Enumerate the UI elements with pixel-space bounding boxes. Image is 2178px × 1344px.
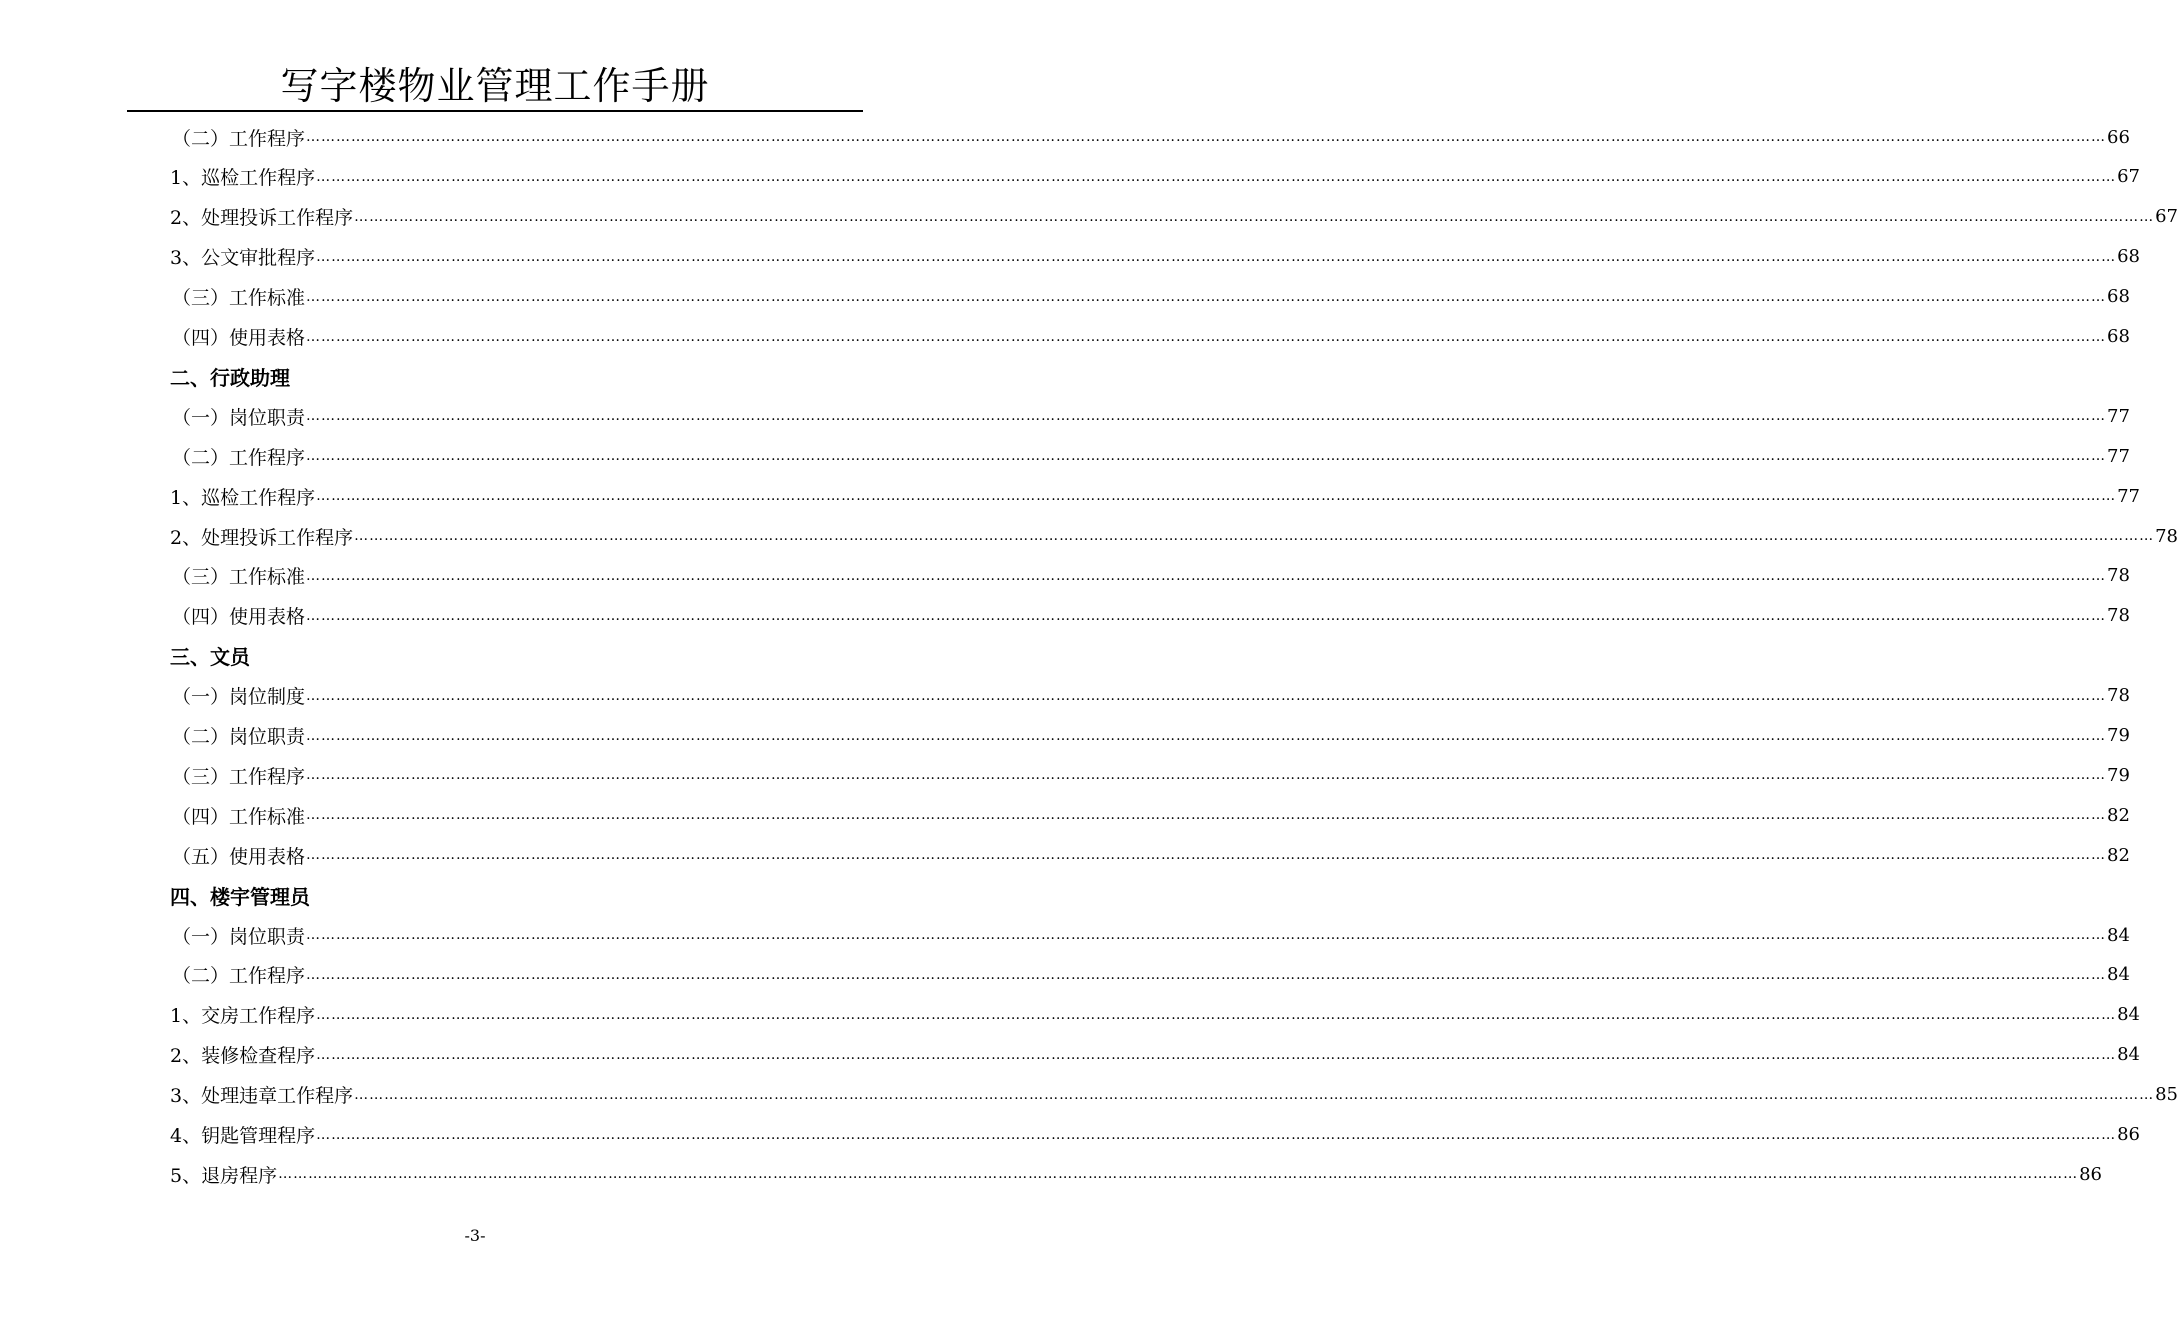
toc-entry-title: （五）使用表格 — [172, 845, 306, 868]
toc-entry[interactable] — [172, 716, 2130, 756]
toc-entry-title: 5、退房程序 — [170, 1164, 278, 1187]
toc-dot-leader: ……………………………………………………………………………………………………………………………………………………………………………………………………………………………………………………………………………………………………………………………… — [316, 168, 2117, 185]
toc-entry-title: （四）使用表格 — [172, 327, 306, 349]
toc-entry[interactable] — [172, 755, 2130, 795]
toc-entry-title: （二）工作程序 — [172, 446, 306, 469]
toc-page-number: 77 — [2107, 445, 2130, 467]
toc-dot-leader: ……………………………………………………………………………………………………………………………………………………………………………………………………………………………………………………………………………………………………………………………… — [278, 1166, 2079, 1183]
toc-page-number: 77 — [2117, 485, 2140, 507]
toc-dot-leader: ……………………………………………………………………………………………………………………………………………………………………………………………………………………………………………………………………………………………………………………………… — [306, 448, 2107, 465]
toc-entry[interactable] — [170, 995, 2140, 1035]
toc-entry[interactable] — [172, 795, 2130, 835]
toc-section-heading[interactable] — [170, 356, 861, 396]
page-number: -3- — [464, 1226, 486, 1245]
toc-dot-leader: ……………………………………………………………………………………………………………………………………………………………………………………………………………………………………………………………………………………………………………………………… — [306, 966, 2107, 983]
toc-entry-title: （三）工作程序 — [172, 765, 306, 788]
toc-entry-title: 四、楼宇管理员 — [170, 884, 310, 909]
toc-page-number: 82 — [2107, 844, 2130, 866]
toc-entry[interactable] — [172, 277, 2130, 317]
toc-dot-leader: ……………………………………………………………………………………………………………………………………………………………………………………………………………………………………………………………………………………………………………………………… — [316, 488, 2117, 505]
toc-entry-title: （二）工作程序 — [172, 127, 306, 150]
toc-dot-leader: ……………………………………………………………………………………………………………………………………………………………………………………………………………………………………………………………………………………………………………………………… — [316, 248, 2117, 265]
toc-entry[interactable] — [172, 596, 2130, 636]
toc-section-heading[interactable] — [170, 875, 861, 915]
toc-dot-leader: ……………………………………………………………………………………………………………………………………………………………………………………………………………………………………………………………………………………………………………………………… — [306, 727, 2107, 744]
toc-entry[interactable] — [172, 835, 2130, 875]
toc-entry-title: 1、巡检工作程序 — [170, 167, 316, 190]
toc-entry[interactable] — [170, 1115, 2140, 1155]
toc-page-number: 78 — [2107, 605, 2130, 627]
toc-page-number: 79 — [2107, 725, 2130, 746]
toc-entry-title: （一）岗位职责 — [172, 406, 306, 429]
toc-page-number: 68 — [2107, 326, 2130, 347]
toc-entry-title: 2、处理投诉工作程序 — [170, 526, 354, 549]
toc-page-number: 84 — [2107, 964, 2130, 986]
toc-page-number: 86 — [2079, 1163, 2102, 1185]
toc-entry[interactable] — [172, 317, 2130, 357]
toc-dot-leader: ……………………………………………………………………………………………………………………………………………………………………………………………………………………………………………………………………………………………………………………………… — [306, 807, 2107, 824]
toc-dot-leader: ……………………………………………………………………………………………………………………………………………………………………………………………………………………………………………………………………………………………………………………………… — [354, 208, 2155, 225]
toc-entry[interactable] — [172, 556, 2130, 596]
toc-page-number: 78 — [2107, 685, 2130, 707]
toc-entry[interactable] — [172, 117, 2130, 157]
toc-page-number: 68 — [2107, 286, 2130, 308]
toc-entry[interactable] — [170, 1035, 2140, 1075]
toc-page-number: 82 — [2107, 804, 2130, 826]
toc-page-number: 84 — [2117, 1004, 2140, 1026]
toc-dot-leader: ……………………………………………………………………………………………………………………………………………………………………………………………………………………………………………………………………………………………………………………………… — [316, 1046, 2117, 1063]
toc-entry[interactable] — [170, 1154, 2102, 1194]
toc-entry[interactable] — [172, 436, 2130, 476]
toc-dot-leader: ……………………………………………………………………………………………………………………………………………………………………………………………………………………………………………………………………………………………………………………………… — [354, 528, 2155, 544]
toc-dot-leader: ……………………………………………………………………………………………………………………………………………………………………………………………………………………………………………………………………………………………………………………………… — [306, 288, 2107, 305]
toc-entry-title: 1、交房工作程序 — [170, 1005, 316, 1028]
page-title: 写字楼物业管理工作手册 — [280, 64, 710, 108]
toc-page-number: 79 — [2107, 764, 2130, 786]
toc-page-number: 68 — [2117, 246, 2140, 268]
toc-entry[interactable] — [172, 915, 2130, 955]
toc-entry[interactable] — [170, 157, 2140, 197]
toc-entry-title: 3、处理违章工作程序 — [170, 1085, 354, 1108]
toc-dot-leader: ……………………………………………………………………………………………………………………………………………………………………………………………………………………………………………………………………………………………………………………………… — [306, 607, 2107, 624]
toc-page-number: 86 — [2117, 1124, 2140, 1145]
toc-entry[interactable] — [170, 1075, 2178, 1115]
toc-page-number: 66 — [2107, 126, 2130, 148]
toc-page-number: 78 — [2107, 565, 2130, 587]
toc-entry[interactable] — [170, 197, 2178, 237]
toc-entry-title: （二）岗位职责 — [172, 726, 306, 748]
toc-page-number: 67 — [2117, 166, 2140, 188]
toc-entry[interactable] — [170, 237, 2140, 277]
toc-entry-title: 二、行政助理 — [170, 365, 290, 390]
toc-entry[interactable] — [170, 516, 2178, 556]
toc-dot-leader: ……………………………………………………………………………………………………………………………………………………………………………………………………………………………………………………………………………………………………………………………… — [306, 129, 2107, 145]
toc-dot-leader: ……………………………………………………………………………………………………………………………………………………………………………………………………………………………………………………………………………………………………………………………… — [306, 927, 2107, 943]
toc-entry-title: （三）工作标准 — [172, 566, 306, 589]
toc-dot-leader: ……………………………………………………………………………………………………………………………………………………………………………………………………………………………………………………………………………………………………………………………… — [316, 1126, 2117, 1143]
toc-entry-title: 三、文员 — [170, 645, 250, 670]
toc-entry-title: （一）岗位制度 — [172, 686, 306, 709]
toc-dot-leader: ……………………………………………………………………………………………………………………………………………………………………………………………………………………………………………………………………………………………………………………………… — [306, 767, 2107, 784]
toc-page-number: 78 — [2155, 525, 2178, 547]
toc-entry-title: （四）使用表格 — [172, 606, 306, 629]
toc-page-number: 85 — [2155, 1084, 2178, 1106]
toc-dot-leader: ……………………………………………………………………………………………………………………………………………………………………………………………………………………………………………………………………………………………………………………………… — [316, 1006, 2117, 1023]
toc-entry[interactable] — [172, 955, 2130, 995]
toc-dot-leader: ……………………………………………………………………………………………………………………………………………………………………………………………………………………………………………………………………………………………………………………………… — [306, 408, 2107, 425]
toc-entry-title: （四）工作标准 — [172, 805, 306, 828]
toc-section-heading[interactable] — [170, 636, 861, 676]
toc-page-number: 84 — [2117, 1044, 2140, 1066]
toc-entry-title: 2、装修检查程序 — [170, 1045, 316, 1068]
toc-entry[interactable] — [172, 676, 2130, 716]
toc-entry-title: 3、公文审批程序 — [170, 247, 316, 270]
toc-dot-leader: ……………………………………………………………………………………………………………………………………………………………………………………………………………………………………………………………………………………………………………………………… — [354, 1086, 2155, 1103]
toc-dot-leader: ……………………………………………………………………………………………………………………………………………………………………………………………………………………………………………………………………………………………………………………………… — [306, 847, 2107, 864]
toc-page-number: 84 — [2107, 924, 2130, 946]
toc-entry-title: 2、处理投诉工作程序 — [170, 207, 354, 230]
toc-entry-title: 1、巡检工作程序 — [170, 486, 316, 509]
toc-entry[interactable] — [170, 476, 2140, 516]
toc-entry-title: （一）岗位职责 — [172, 925, 306, 948]
toc-entry-title: （二）工作程序 — [172, 965, 306, 988]
toc-page-number: 67 — [2155, 206, 2178, 228]
page-header — [127, 62, 863, 112]
toc-entry[interactable] — [172, 396, 2130, 436]
toc-page-number: 77 — [2107, 405, 2130, 427]
toc-dot-leader: ……………………………………………………………………………………………………………………………………………………………………………………………………………………………………………………………………………………………………………………………… — [306, 328, 2107, 345]
toc-dot-leader: ……………………………………………………………………………………………………………………………………………………………………………………………………………………………………………………………………………………………………………………………… — [306, 687, 2107, 704]
toc-dot-leader: ……………………………………………………………………………………………………………………………………………………………………………………………………………………………………………………………………………………………………………………………… — [306, 567, 2107, 584]
toc-entry-title: 4、钥匙管理程序 — [170, 1125, 316, 1147]
toc-entry-title: （三）工作标准 — [172, 287, 306, 310]
